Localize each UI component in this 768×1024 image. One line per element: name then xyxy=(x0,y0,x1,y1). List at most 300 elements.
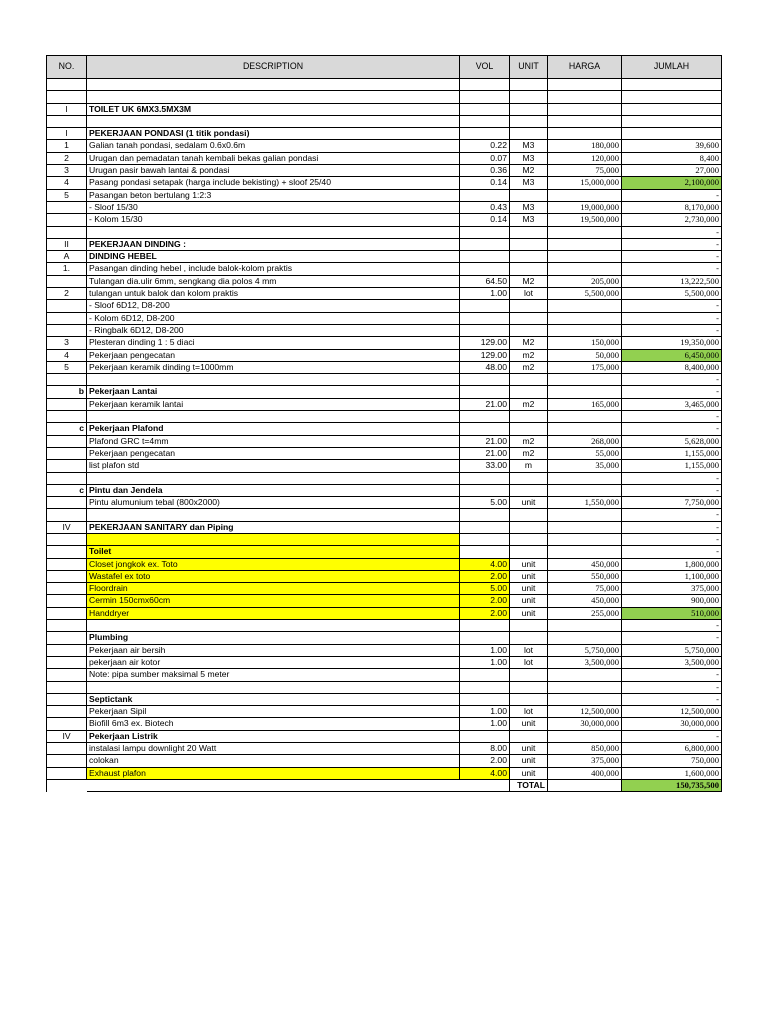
row-no xyxy=(47,755,87,767)
row-jumlah: - xyxy=(622,509,722,521)
row-description: Note: pipa sumber maksimal 5 meter xyxy=(87,669,460,681)
row-harga: 180,000 xyxy=(548,140,622,152)
row-harga xyxy=(548,251,622,263)
table-row xyxy=(47,214,722,226)
row-unit xyxy=(510,681,548,693)
table-row xyxy=(47,312,722,324)
row-jumlah: - xyxy=(622,324,722,336)
row-harga xyxy=(548,521,622,533)
row-unit: M3 xyxy=(510,214,548,226)
row-unit: unit xyxy=(510,570,548,582)
row-harga xyxy=(548,509,622,521)
table-row xyxy=(47,730,722,742)
row-no xyxy=(47,656,87,668)
row-no xyxy=(47,398,87,410)
row-jumlah: - xyxy=(622,681,722,693)
row-harga: 5,500,000 xyxy=(548,288,622,300)
row-jumlah: - xyxy=(622,423,722,435)
row-jumlah: - xyxy=(622,546,722,558)
row-description: Pekerjaan pengecatan xyxy=(87,349,460,361)
row-harga xyxy=(548,669,622,681)
table-row xyxy=(47,398,722,410)
row-harga xyxy=(548,115,622,127)
row-vol: 2.00 xyxy=(460,595,510,607)
row-no xyxy=(47,374,87,386)
row-harga xyxy=(548,374,622,386)
row-vol: 1.00 xyxy=(460,718,510,730)
table-row xyxy=(47,681,722,693)
row-vol xyxy=(460,386,510,398)
row-description: Biofill 6m3 ex. Biotech xyxy=(87,718,460,730)
row-unit xyxy=(510,632,548,644)
row-no: 1 xyxy=(47,140,87,152)
table-row xyxy=(47,374,722,386)
row-jumlah: - xyxy=(622,386,722,398)
row-unit xyxy=(510,484,548,496)
row-description: TOILET UK 6MX3.5MX3M xyxy=(87,103,460,115)
row-unit xyxy=(510,238,548,250)
row-no xyxy=(47,460,87,472)
row-no xyxy=(47,570,87,582)
row-description: Toilet xyxy=(87,546,460,558)
row-unit: lot xyxy=(510,656,548,668)
row-no: 2 xyxy=(47,152,87,164)
row-vol xyxy=(460,374,510,386)
row-no xyxy=(47,447,87,459)
row-no: II xyxy=(47,238,87,250)
row-jumlah: 900,000 xyxy=(622,595,722,607)
row-unit: unit xyxy=(510,743,548,755)
row-harga: 175,000 xyxy=(548,361,622,373)
row-unit: m2 xyxy=(510,435,548,447)
row-unit: m2 xyxy=(510,447,548,459)
row-jumlah: 1,800,000 xyxy=(622,558,722,570)
row-no xyxy=(47,718,87,730)
row-vol xyxy=(460,730,510,742)
table-row xyxy=(47,103,722,115)
row-description xyxy=(87,472,460,484)
row-vol xyxy=(460,115,510,127)
row-description xyxy=(87,374,460,386)
row-jumlah: 39,600 xyxy=(622,140,722,152)
total-label: TOTAL xyxy=(510,779,548,791)
row-harga xyxy=(548,324,622,336)
row-unit: M2 xyxy=(510,165,548,177)
table-row xyxy=(47,115,722,127)
table-header xyxy=(47,56,722,79)
row-no xyxy=(47,681,87,693)
total-value: 150,735,500 xyxy=(622,779,722,791)
row-no: IV xyxy=(47,730,87,742)
row-unit: unit xyxy=(510,767,548,779)
table-row xyxy=(47,620,722,632)
row-description: - Ringbalk 6D12, D8-200 xyxy=(87,324,460,336)
table-row xyxy=(47,324,722,336)
row-jumlah: 8,400,000 xyxy=(622,361,722,373)
row-jumlah: 8,400 xyxy=(622,152,722,164)
row-unit: M3 xyxy=(510,152,548,164)
row-description: PEKERJAAN DINDING : xyxy=(87,238,460,250)
row-description: Handdryer xyxy=(87,607,460,619)
row-jumlah: 12,500,000 xyxy=(622,706,722,718)
row-harga xyxy=(548,300,622,312)
row-no: 2 xyxy=(47,288,87,300)
table-row xyxy=(47,189,722,201)
row-harga xyxy=(548,681,622,693)
row-jumlah xyxy=(622,91,722,103)
table-row xyxy=(47,177,722,189)
row-vol xyxy=(460,189,510,201)
row-harga: 75,000 xyxy=(548,583,622,595)
row-harga: 19,000,000 xyxy=(548,201,622,213)
total-spacer xyxy=(548,779,622,791)
row-jumlah: - xyxy=(622,189,722,201)
row-description xyxy=(87,115,460,127)
row-jumlah: 6,450,000 xyxy=(622,349,722,361)
row-no xyxy=(47,214,87,226)
row-jumlah: 8,170,000 xyxy=(622,201,722,213)
row-jumlah: 1,155,000 xyxy=(622,447,722,459)
row-vol: 64.50 xyxy=(460,275,510,287)
row-harga: 12,500,000 xyxy=(548,706,622,718)
row-vol: 33.00 xyxy=(460,460,510,472)
table-row xyxy=(47,263,722,275)
row-unit: unit xyxy=(510,718,548,730)
row-no: 1. xyxy=(47,263,87,275)
row-harga: 3,500,000 xyxy=(548,656,622,668)
row-vol: 2.00 xyxy=(460,607,510,619)
table-row xyxy=(47,669,722,681)
row-no xyxy=(47,79,87,91)
row-unit: m2 xyxy=(510,361,548,373)
row-description: Closet jongkok ex. Toto xyxy=(87,558,460,570)
row-harga xyxy=(548,546,622,558)
row-jumlah: 375,000 xyxy=(622,583,722,595)
row-description xyxy=(87,533,460,545)
row-no xyxy=(47,706,87,718)
row-harga: 35,000 xyxy=(548,460,622,472)
row-description: pekerjaan air kotor xyxy=(87,656,460,668)
row-unit: M3 xyxy=(510,177,548,189)
row-harga: 268,000 xyxy=(548,435,622,447)
row-vol: 1.00 xyxy=(460,644,510,656)
row-description: Pasangan dinding hebel , include balok-kolom praktis xyxy=(87,263,460,275)
row-unit xyxy=(510,374,548,386)
row-vol xyxy=(460,484,510,496)
row-unit xyxy=(510,730,548,742)
row-no xyxy=(47,644,87,656)
row-description: - Kolom 15/30 xyxy=(87,214,460,226)
row-vol: 2.00 xyxy=(460,755,510,767)
row-harga: 50,000 xyxy=(548,349,622,361)
row-no xyxy=(47,620,87,632)
table-row xyxy=(47,251,722,263)
row-description: Pekerjaan Listrik xyxy=(87,730,460,742)
row-harga xyxy=(548,103,622,115)
row-harga: 255,000 xyxy=(548,607,622,619)
table-row xyxy=(47,275,722,287)
row-harga xyxy=(548,91,622,103)
row-vol: 0.14 xyxy=(460,214,510,226)
row-jumlah: - xyxy=(622,632,722,644)
row-unit xyxy=(510,79,548,91)
row-vol: 4.00 xyxy=(460,767,510,779)
row-no: 3 xyxy=(47,165,87,177)
row-jumlah: - xyxy=(622,730,722,742)
row-unit xyxy=(510,620,548,632)
table-row xyxy=(47,140,722,152)
table-row xyxy=(47,435,722,447)
row-jumlah: 3,465,000 xyxy=(622,398,722,410)
table-row xyxy=(47,411,722,423)
row-jumlah xyxy=(622,79,722,91)
row-description: DINDING HEBEL xyxy=(87,251,460,263)
row-description: Plumbing xyxy=(87,632,460,644)
row-description xyxy=(87,509,460,521)
row-vol: 8.00 xyxy=(460,743,510,755)
row-jumlah: - xyxy=(622,312,722,324)
row-no xyxy=(47,693,87,705)
row-description: colokan xyxy=(87,755,460,767)
row-jumlah: 2,100,000 xyxy=(622,177,722,189)
row-vol: 0.14 xyxy=(460,177,510,189)
row-vol xyxy=(460,79,510,91)
row-harga: 165,000 xyxy=(548,398,622,410)
table-row xyxy=(47,693,722,705)
row-vol xyxy=(460,91,510,103)
row-vol xyxy=(460,632,510,644)
row-description: Pekerjaan air bersih xyxy=(87,644,460,656)
col-header-description: DESCRIPTION xyxy=(87,56,460,79)
row-description: Cermin 150cmx60cm xyxy=(87,595,460,607)
row-vol: 21.00 xyxy=(460,398,510,410)
row-jumlah: 30,000,000 xyxy=(622,718,722,730)
row-harga xyxy=(548,620,622,632)
row-no xyxy=(47,275,87,287)
row-harga: 450,000 xyxy=(548,558,622,570)
row-unit: M2 xyxy=(510,275,548,287)
row-harga: 205,000 xyxy=(548,275,622,287)
row-jumlah: 1,155,000 xyxy=(622,460,722,472)
row-unit xyxy=(510,324,548,336)
row-vol xyxy=(460,238,510,250)
row-harga xyxy=(548,693,622,705)
row-no xyxy=(47,91,87,103)
row-jumlah: 750,000 xyxy=(622,755,722,767)
row-harga: 850,000 xyxy=(548,743,622,755)
row-harga: 19,500,000 xyxy=(548,214,622,226)
row-vol: 129.00 xyxy=(460,349,510,361)
row-no xyxy=(47,546,87,558)
table-row xyxy=(47,152,722,164)
row-unit xyxy=(510,263,548,275)
table-row xyxy=(47,632,722,644)
row-vol xyxy=(460,681,510,693)
row-unit xyxy=(510,423,548,435)
row-jumlah xyxy=(622,128,722,140)
row-vol xyxy=(460,472,510,484)
row-vol: 1.00 xyxy=(460,706,510,718)
row-vol xyxy=(460,521,510,533)
row-unit xyxy=(510,189,548,201)
row-vol: 5.00 xyxy=(460,497,510,509)
row-harga xyxy=(548,730,622,742)
row-vol xyxy=(460,300,510,312)
row-vol: 21.00 xyxy=(460,435,510,447)
row-description: Pasangan beton bertulang 1:2:3 xyxy=(87,189,460,201)
row-unit: M3 xyxy=(510,201,548,213)
row-vol xyxy=(460,509,510,521)
row-jumlah: - xyxy=(622,374,722,386)
row-unit xyxy=(510,693,548,705)
table-row xyxy=(47,79,722,91)
table-row xyxy=(47,743,722,755)
row-unit xyxy=(510,509,548,521)
row-description xyxy=(87,411,460,423)
row-unit xyxy=(510,312,548,324)
row-description: Plafond GRC t=4mm xyxy=(87,435,460,447)
row-no xyxy=(47,435,87,447)
col-header-unit: UNIT xyxy=(510,56,548,79)
col-header-vol: VOL xyxy=(460,56,510,79)
row-vol xyxy=(460,251,510,263)
row-jumlah: - xyxy=(622,263,722,275)
row-description: Wastafel ex toto xyxy=(87,570,460,582)
row-unit: m xyxy=(510,460,548,472)
row-no xyxy=(47,300,87,312)
table-row xyxy=(47,595,722,607)
row-unit xyxy=(510,128,548,140)
row-no xyxy=(47,324,87,336)
row-unit: M2 xyxy=(510,337,548,349)
row-jumlah: - xyxy=(622,533,722,545)
row-vol: 21.00 xyxy=(460,447,510,459)
row-harga xyxy=(548,226,622,238)
row-jumlah: - xyxy=(622,693,722,705)
row-vol xyxy=(460,693,510,705)
row-no: 3 xyxy=(47,337,87,349)
row-unit xyxy=(510,669,548,681)
row-description: - Kolom 6D12, D8-200 xyxy=(87,312,460,324)
row-no xyxy=(47,509,87,521)
row-jumlah: 13,222,500 xyxy=(622,275,722,287)
row-jumlah: - xyxy=(622,238,722,250)
row-jumlah: - xyxy=(622,472,722,484)
row-description: list plafon std xyxy=(87,460,460,472)
row-harga xyxy=(548,632,622,644)
row-no: 4 xyxy=(47,177,87,189)
row-no: c xyxy=(47,423,87,435)
table-row xyxy=(47,533,722,545)
row-description: tulangan untuk balok dan kolom praktis xyxy=(87,288,460,300)
row-harga xyxy=(548,189,622,201)
row-description: - Sloof 15/30 xyxy=(87,201,460,213)
row-jumlah: 510,000 xyxy=(622,607,722,619)
col-header-jumlah: JUMLAH xyxy=(622,56,722,79)
row-jumlah xyxy=(622,115,722,127)
row-vol: 1.00 xyxy=(460,288,510,300)
row-vol xyxy=(460,620,510,632)
table-row xyxy=(47,238,722,250)
table-row xyxy=(47,165,722,177)
table-row xyxy=(47,521,722,533)
table-row xyxy=(47,718,722,730)
row-harga: 120,000 xyxy=(548,152,622,164)
table-row xyxy=(47,361,722,373)
row-no xyxy=(47,558,87,570)
cost-estimate-table xyxy=(46,55,722,792)
row-unit xyxy=(510,103,548,115)
table-row xyxy=(47,509,722,521)
total-spacer xyxy=(460,779,510,791)
row-description: Septictank xyxy=(87,693,460,705)
row-description: Pintu alumunium tebal (800x2000) xyxy=(87,497,460,509)
row-unit xyxy=(510,91,548,103)
row-harga xyxy=(548,533,622,545)
table-row xyxy=(47,349,722,361)
row-jumlah: - xyxy=(622,484,722,496)
table-row xyxy=(47,607,722,619)
row-no xyxy=(47,669,87,681)
row-jumlah: 19,350,000 xyxy=(622,337,722,349)
table-row xyxy=(47,570,722,582)
row-description: PEKERJAAN SANITARY dan Piping xyxy=(87,521,460,533)
row-vol xyxy=(460,324,510,336)
row-description xyxy=(87,681,460,693)
row-no: 5 xyxy=(47,189,87,201)
table-row xyxy=(47,226,722,238)
row-harga: 1,550,000 xyxy=(548,497,622,509)
row-no: I xyxy=(47,128,87,140)
table-row xyxy=(47,497,722,509)
row-no xyxy=(47,472,87,484)
row-description: Floordrain xyxy=(87,583,460,595)
row-jumlah: - xyxy=(622,620,722,632)
row-unit: lot xyxy=(510,288,548,300)
row-no xyxy=(47,607,87,619)
row-harga xyxy=(548,238,622,250)
row-no xyxy=(47,743,87,755)
table-row xyxy=(47,288,722,300)
row-jumlah: 1,100,000 xyxy=(622,570,722,582)
row-vol: 0.36 xyxy=(460,165,510,177)
row-vol: 4.00 xyxy=(460,558,510,570)
row-vol xyxy=(460,546,510,558)
table-row xyxy=(47,558,722,570)
row-jumlah: - xyxy=(622,521,722,533)
row-unit: lot xyxy=(510,644,548,656)
row-jumlah: - xyxy=(622,669,722,681)
row-vol xyxy=(460,312,510,324)
row-no xyxy=(47,497,87,509)
row-description: - Sloof 6D12, D8-200 xyxy=(87,300,460,312)
row-harga xyxy=(548,386,622,398)
row-jumlah: 3,500,000 xyxy=(622,656,722,668)
row-description xyxy=(87,79,460,91)
row-no: I xyxy=(47,103,87,115)
row-vol: 0.22 xyxy=(460,140,510,152)
total-spacer xyxy=(87,779,460,791)
table-row xyxy=(47,300,722,312)
row-jumlah: 7,750,000 xyxy=(622,497,722,509)
row-description: instalasi lampu downlight 20 Watt xyxy=(87,743,460,755)
row-harga: 400,000 xyxy=(548,767,622,779)
table-row xyxy=(47,201,722,213)
row-vol xyxy=(460,533,510,545)
table-row xyxy=(47,460,722,472)
row-harga: 15,000,000 xyxy=(548,177,622,189)
row-no xyxy=(47,632,87,644)
